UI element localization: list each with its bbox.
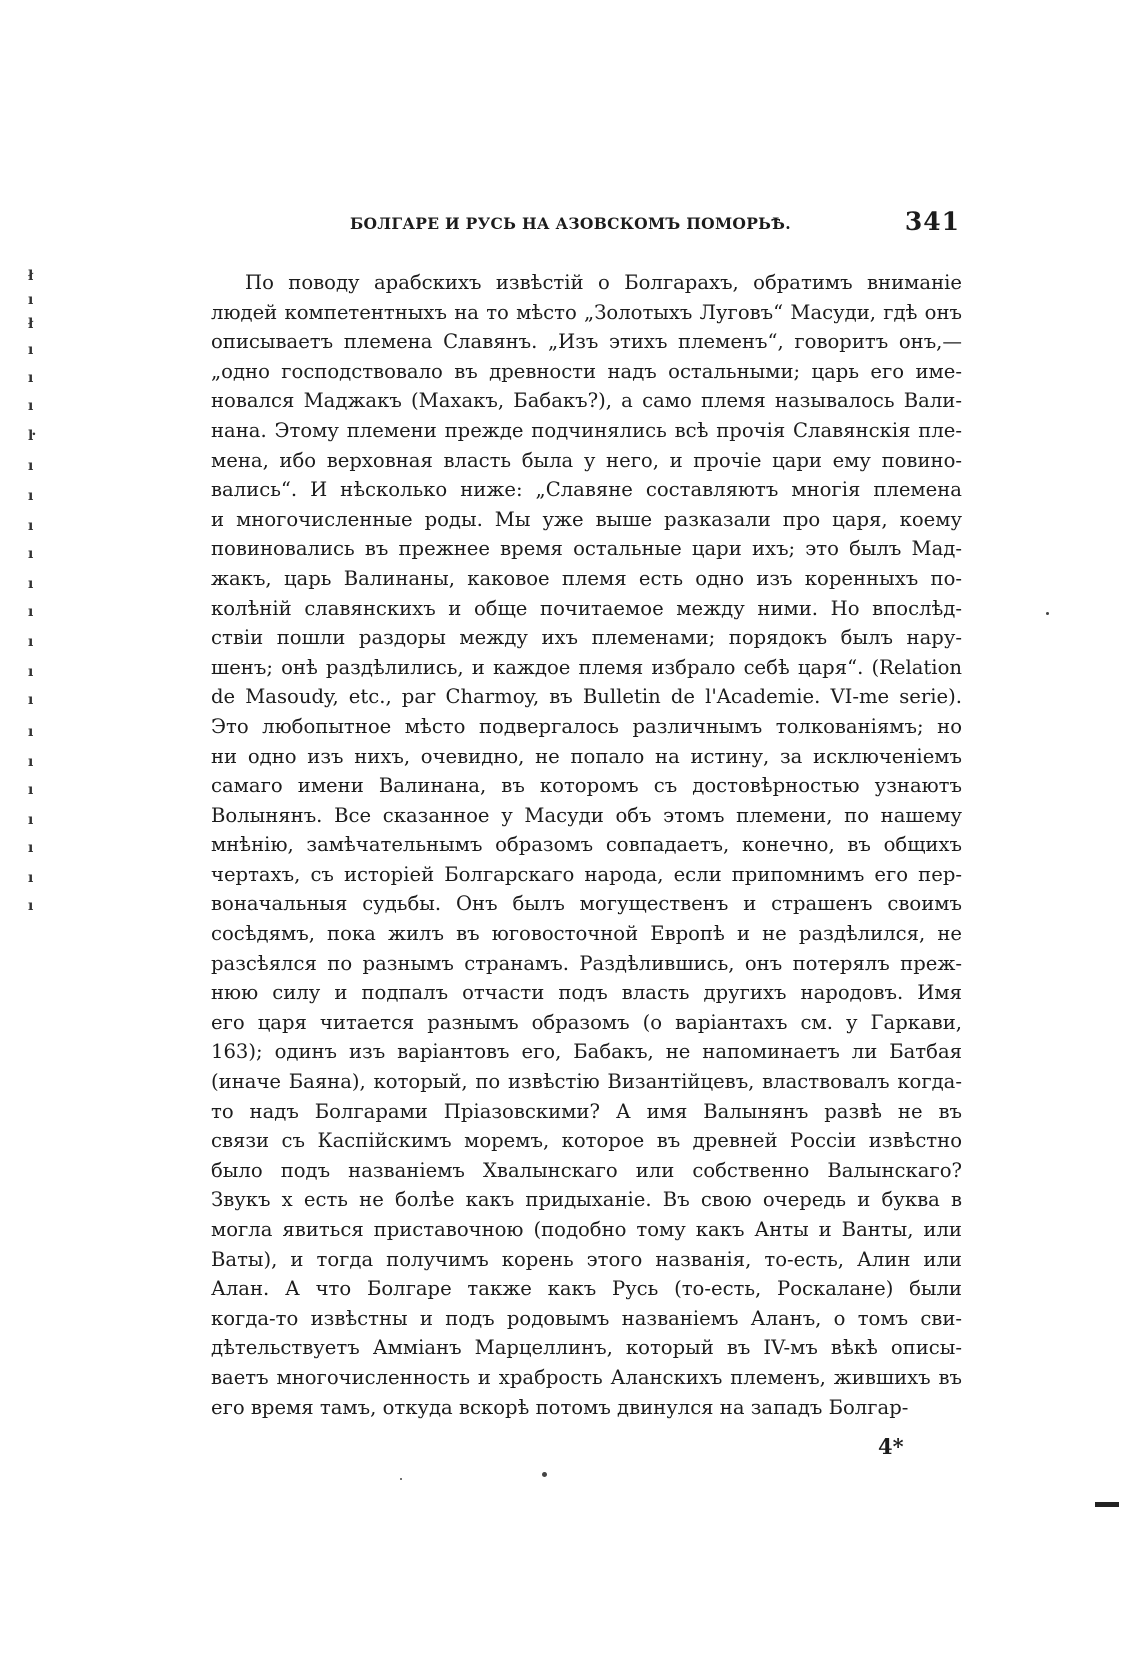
margin-mark: ŀ xyxy=(28,428,34,444)
text-line: мнѣнію, замѣчательнымъ образомъ совпадаетъ, конечно, въ общихъ xyxy=(211,833,962,857)
margin-mark: ı xyxy=(28,724,34,740)
text-line: связи съ Каспійскимъ моремъ, которое въ древней Россіи извѣстно xyxy=(211,1129,962,1153)
text-line: то надъ Болгарами Пріазовскими? А имя Валынянъ развѣ не въ xyxy=(211,1099,962,1123)
text-line: (иначе Баяна), который, по извѣстію Византійцевъ, властвовалъ когда- xyxy=(211,1070,962,1094)
text-line: сосѣдямъ, пока жилъ въ юговосточной Европѣ и не раздѣлился, не xyxy=(211,922,962,946)
page-header xyxy=(350,203,960,243)
margin-mark: ı xyxy=(28,546,34,562)
scan-speck xyxy=(1046,612,1049,615)
text-line: новался Маджакъ (Махакъ, Бабакъ?), а само племя называлось Вали- xyxy=(211,389,962,413)
text-line: когда-то извѣстны и подъ родовымъ названіемъ Аланъ, о томъ сви- xyxy=(211,1306,962,1330)
scan-speck xyxy=(542,1472,547,1477)
scan-speck xyxy=(400,1478,402,1480)
text-line: Это любопытное мѣсто подвергалось различнымъ толкованіямъ; но xyxy=(211,714,962,738)
text-line: Волынянъ. Все сказанное у Масуди объ этомъ племени, по нашему xyxy=(211,803,962,827)
text-line: описываетъ племена Славянъ. „Изъ этихъ племенъ“, говоритъ онъ,— xyxy=(211,330,962,354)
margin-mark: ł xyxy=(28,316,34,332)
text-line: самаго имени Валинана, въ которомъ съ достовѣрностью узнаютъ xyxy=(211,774,962,798)
margin-mark: ı xyxy=(28,292,34,308)
margin-mark: ı xyxy=(28,370,34,386)
text-line: „одно господствовало въ древности надъ остальными; царь его име- xyxy=(211,359,962,383)
text-line: могла явиться приставочною (подобно тому какъ Анты и Ванты, или xyxy=(211,1218,962,1241)
text-line: ваетъ многочисленность и храбрость Аланскихъ племенъ, жившихъ въ xyxy=(211,1365,962,1389)
margin-mark: ı xyxy=(28,664,34,680)
text-line: дѣтельствуетъ Аммiанъ Марцеллинъ, который въ IV-мъ вѣкѣ описы- xyxy=(211,1336,962,1360)
margin-mark: ł xyxy=(28,268,34,284)
text-line: мена, ибо верховная власть была у него, и прочіе цари ему повино- xyxy=(211,448,962,472)
text-line: его время тамъ, откуда вскорѣ потомъ двинулся на западъ Болгар- xyxy=(211,1395,909,1419)
margin-mark: ı xyxy=(28,488,34,504)
scan-mark xyxy=(1095,1502,1119,1507)
text-line: было подъ названіемъ Хвалынскаго или собственно Валынскаго? xyxy=(211,1158,962,1182)
margin-mark: ı xyxy=(28,782,34,798)
text-line: ни одно изъ нихъ, очевидно, не попало на истину, за исключеніемъ xyxy=(211,744,962,768)
margin-mark: ı xyxy=(28,812,34,828)
text-line: людей компетентныхъ на то мѣсто „Золотыхъ Луговъ“ Масуди, гдѣ онъ xyxy=(211,300,962,324)
text-line: нюю силу и подпалъ отчасти подъ власть другихъ народовъ. Имя xyxy=(211,981,962,1005)
text-line: 163); одинъ изъ варіантовъ его, Бабакъ, не напоминаетъ ли Батбая xyxy=(211,1040,962,1064)
text-line: его царя читается разнымъ образомъ (о варіантахъ см. у Гаркави, xyxy=(211,1010,962,1034)
signature-mark: 4* xyxy=(878,1434,904,1459)
running-title: БОЛГАРЕ И РУСЬ НА АЗОВСКОМЪ ПОМОРЬѢ. xyxy=(350,214,791,233)
text-line: ствіи пошли раздоры между ихъ племенами; порядокъ былъ нару- xyxy=(211,626,962,650)
margin-mark: ı xyxy=(28,898,34,914)
text-line: повиновались въ прежнее время остальные цари ихъ; это былъ Мад- xyxy=(211,537,962,561)
text-line: de Masoudy, etc., par Charmoy, въ Bulletin de l'Academie. VI-me serie). xyxy=(211,685,962,709)
page-number: 341 xyxy=(904,207,960,236)
text-line: Ваты), и тогда получимъ корень этого названія, то-есть, Алин или xyxy=(211,1247,962,1271)
margin-mark: ı xyxy=(28,518,34,534)
margin-mark: ı xyxy=(28,604,34,620)
text-line: Звукъ х есть не болѣе какъ придыханіе. Въ свою очередь и буква в xyxy=(211,1188,962,1212)
margin-mark: ı xyxy=(28,754,34,770)
margin-mark: ı xyxy=(28,692,34,708)
text-line: воначальныя судьбы. Онъ былъ могущественъ и страшенъ своимъ xyxy=(211,892,962,916)
text-line: чертахъ, съ исторіей Болгарскаго народа, если припомнимъ его пер- xyxy=(211,862,962,886)
text-line: вались“. И нѣсколько ниже: „Славяне составляютъ многія племена xyxy=(211,478,962,502)
margin-mark: ı xyxy=(28,576,34,592)
text-line: колѣній славянскихъ и обще почитаемое между ними. Но впослѣд- xyxy=(211,596,962,620)
margin-mark: ı xyxy=(28,342,34,358)
text-line: жакъ, царь Валинаны, каковое племя есть одно изъ коренныхъ по- xyxy=(211,566,962,590)
text-line: Алан. А что Болгаре также какъ Русь (то-есть, Роскалане) были xyxy=(211,1277,962,1301)
text-line: нана. Этому племени прежде подчинялись всѣ прочія Славянскія пле- xyxy=(211,418,962,442)
margin-mark: ı xyxy=(28,840,34,856)
text-line: и многочисленные роды. Мы уже выше разказали про царя, коему xyxy=(211,507,962,531)
margin-mark: ı xyxy=(28,458,34,474)
margin-mark: ı xyxy=(28,870,34,886)
text-line: разсѣялся по разнымъ странамъ. Раздѣлившись, онъ потерялъ преж- xyxy=(211,951,962,975)
margin-mark: ı xyxy=(28,634,34,650)
text-line: По поводу арабскихъ извѣстій о Болгарахъ, обратимъ вниманіе xyxy=(245,271,962,294)
body-text xyxy=(211,268,962,1422)
margin-mark: ı xyxy=(28,398,34,414)
text-line: шенъ; онѣ раздѣлились, и каждое племя избрало себѣ царя“. (Relation xyxy=(211,655,962,679)
